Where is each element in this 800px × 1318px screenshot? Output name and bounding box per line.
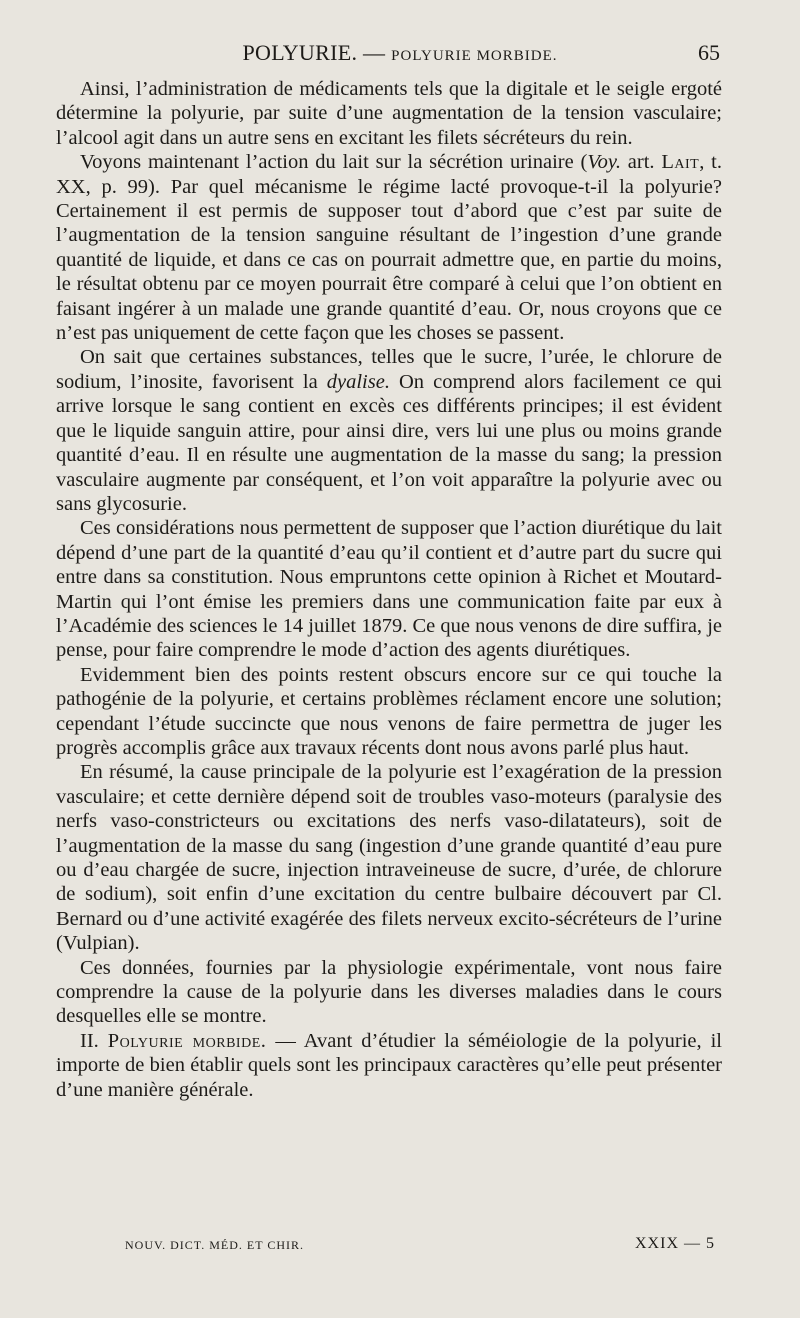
paragraph-5-text: Evidemment bien des points restent obscurs encore sur ce qui touche la pathogénie de la polyurie, et certains problèmes réclament encore une solution; cependant l’étude succincte que nous venons de faire permettra de juger les progrès accomplis grâce aux travaux récents dont nous avons parlé plus haut. (56, 663, 722, 759)
paragraph-2-text-c: , t. XX, p. 99). Par quel mécanisme le régime lacté provoque-t-il la polyurie? Certainement il est permis de supposer tout d’abord que c’est par suite de l’augmentation de la tension sanguine résultant de l’ingestion d’une grande quantité de liquide, et dans ce cas on pourrait admettre que, en partie du moins, le résultat obtenu par ce moyen pourrait être comparé à celui que l’on obtient en faisant ingérer à un malade une grande quantité d’eau. Or, nous croyons que ce n’est pas uniquement de cette façon que les choses se passent. (56, 151, 722, 345)
paragraph-7 (56, 956, 722, 1029)
page-number: 65 (698, 40, 720, 65)
paragraph-7-text: Ces données, fournies par la physiologie expérimentale, vont nous faire comprendre la cause de la polyurie dans les diverses maladies dans le cours desquelles elle se montre. (56, 956, 722, 1028)
running-title-main: POLYURIE. — (242, 40, 386, 65)
footer-signature: NOUV. DICT. MÉD. ET CHIR. (125, 1238, 305, 1252)
page-footer (0, 1235, 800, 1262)
running-title-sub: POLYURIE MORBIDE. (391, 48, 558, 64)
paragraph-8-text: — Avant d’étudier la séméiologie de la polyurie, il importe de bien établir quels sont les principaux caractères qu’elle peut présenter d’une manière générale. (56, 1029, 722, 1101)
paragraph-1 (56, 77, 722, 150)
paragraph-3 (56, 345, 722, 516)
section-heading: Polyurie morbide. (107, 1029, 267, 1052)
paragraph-1-text: Ainsi, l’administration de médicaments tels que la digitale et le seigle ergoté détermine la polyurie, par suite d’une augmentation de la tension vasculaire; l’alcool agit dans un autre sens en excitant les filets sécréteurs du rein. (56, 78, 722, 149)
section-number: II. (80, 1029, 108, 1052)
paragraph-2 (56, 150, 722, 345)
paragraph-3-text-b: On comprend alors facilement ce qui arrive lorsque le sang contient en excès ces différents principes; il est évident que le liquide sanguin attire, pour ainsi dire, vers lui une plus ou moins grande quantité d’eau. Il en résulte une augmentation de la masse du sang; la pression vasculaire augmente par conséquent, et l’on voit apparaître la polyurie avec ou sans glycosurie. (56, 370, 722, 515)
body-text (56, 77, 722, 1102)
paragraph-2-text-b: art. (620, 151, 662, 174)
paragraph-5 (56, 663, 722, 761)
paragraph-2-italic-ref: Voy. (587, 151, 621, 174)
paragraph-3-text-a: On sait que certaines substances, telles que le sucre, l’urée, le chlorure de sodium, l’inosite, favorisent la (56, 346, 722, 393)
page-header (0, 40, 800, 70)
paragraph-2-smallcaps-ref: Lait (661, 151, 700, 174)
paragraph-6 (56, 760, 722, 955)
paragraph-8 (56, 1029, 722, 1102)
paragraph-3-italic-term: dyalise. (326, 370, 390, 393)
running-title (0, 40, 800, 66)
footer-volume-mark: XXIX — 5 (635, 1235, 715, 1252)
paragraph-6-text: En résumé, la cause principale de la polyurie est l’exagération de la pression vasculaire; et cette dernière dépend soit de troubles vaso-moteurs (paralysie des nerfs vaso-constricteurs ou excitations des nerfs vaso-dilatateurs), soit de l’augmentation de la masse du sang (ingestion d’une grande quantité d’eau pure ou d’eau chargée de sucre, injection intraveineuse de sucre, d’urée, de chlorure de sodium), soit enfin d’une excitation du centre bulbaire découvert par Cl. Bernard ou d’une activité exagérée des filets nerveux excito-sécréteurs de l’urine (Vulpian). (56, 761, 722, 955)
paragraph-4 (56, 516, 722, 662)
paragraph-2-text-a: Voyons maintenant l’action du lait sur la sécrétion urinaire ( (80, 151, 588, 174)
paragraph-4-text: Ces considérations nous permettent de supposer que l’action diurétique du lait dépend d’une part de la quantité d’eau qu’il contient et d’autre part du sucre qui entre dans sa constitution. Nous empruntons cette opinion à Richet et Moutard-Martin qui l’ont émise les premiers dans une communication faite par eux à l’Académie des sciences le 14 juillet 1879. Ce que nous venons de dire suffira, je pense, pour faire comprendre le mode d’action des agents diurétiques. (56, 517, 722, 662)
